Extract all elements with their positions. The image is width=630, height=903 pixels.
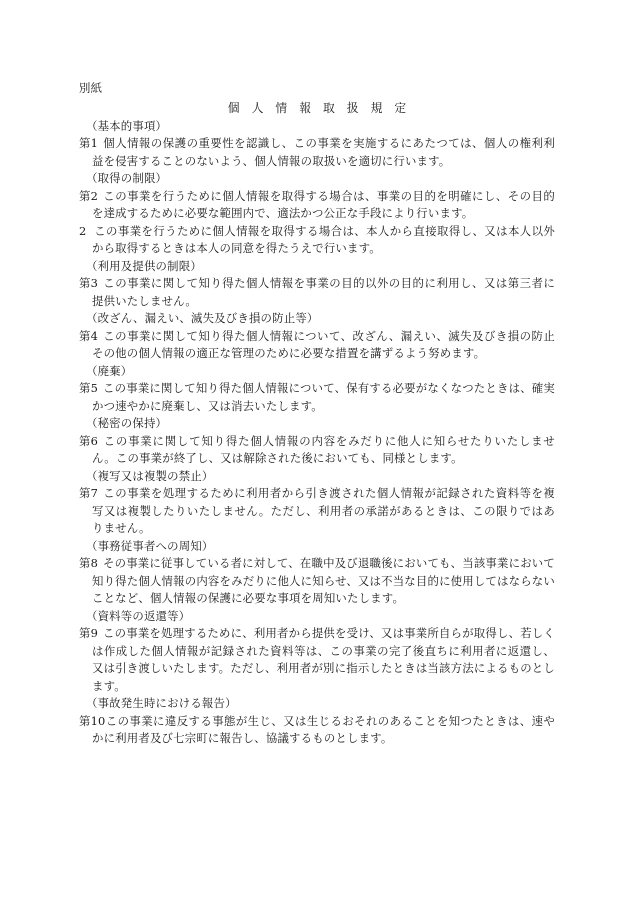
clause-text: この事業を処理するために、利用者から提供を受け、又は事業所自らが取得し、若しくは作成した個人情報が記録された資料等は、この事業の完了後直ちに利用者に返還し、又は引き渡しいたします。ただし、利用者が別に指示したときは当該方法によるものとします。 — [92, 626, 555, 693]
section-basic-matters — [79, 118, 555, 171]
section-heading: （資料等の返還等） — [86, 608, 191, 623]
section-return-of-materials — [79, 608, 555, 696]
clause-number: 第5 — [79, 381, 99, 395]
clause-5 — [79, 380, 555, 415]
section-heading: （秘密の保持） — [86, 416, 168, 430]
clause-number: 第2 — [79, 188, 99, 203]
clause-text: この事業を行うために個人情報を取得する場合は、本人から直接取得し、又は本人以外から取得するときは本人の同意を得たうえで行います。 — [92, 223, 555, 255]
clause-number: 第8 — [79, 556, 99, 570]
clause-number: 第4 — [79, 328, 99, 343]
section-use-provision-limits — [79, 258, 555, 311]
section-heading: （事務従事者への周知） — [86, 538, 214, 553]
clause-number: 第10 — [79, 713, 106, 728]
clause-2-paragraph-2 — [79, 223, 555, 258]
clause-3 — [79, 275, 555, 310]
clause-text: この事業を処理するために利用者から引き渡された個人情報が記録された資料等を複写又は複製したりいたしません。ただし、利用者の承諾があるときは、この限りではありません。 — [92, 486, 555, 535]
clause-8 — [79, 555, 555, 608]
clause-4 — [79, 328, 555, 363]
clause-1 — [79, 135, 555, 170]
clause-number: 第6 — [79, 433, 99, 448]
clause-text: 個人情報の保護の重要性を認識し、この事業を実施するにあたつては、個人の権利利益を侵害することのないよう、個人情報の取扱いを適切に行います。 — [92, 136, 555, 168]
clause-text: この事業に関して知り得た個人情報を事業の目的以外の目的に利用し、又は第三者に提供いたしません。 — [92, 276, 555, 308]
clause-9 — [79, 625, 555, 695]
clause-2 — [79, 188, 555, 223]
document-body — [79, 80, 555, 748]
clause-7 — [79, 485, 555, 538]
clause-text: その事業に従事している者に対して、在職中及び退職後においても、当該事業において知り得た個人情報の内容をみだりに他人に知らせ、又は不当な目的に使用してはならないことなど、個人情報の保護に必要な事項を周知いたします。 — [92, 556, 555, 605]
section-staff-notice — [79, 538, 555, 608]
clause-number: 第3 — [79, 276, 99, 290]
section-tamper-leak-prevention — [79, 310, 555, 363]
clause-text: この事業に関して知り得た個人情報について、改ざん、漏えい、滅失及びき損の防止その他の個人情報の適正な管理のために必要な措置を講ずるよう努めます。 — [92, 328, 555, 360]
clause-10 — [79, 713, 555, 748]
section-heading: （改ざん、漏えい、滅失及びき損の防止等） — [86, 311, 319, 325]
section-heading: （複写又は複製の禁止） — [86, 468, 214, 483]
section-heading: （基本的事項） — [86, 118, 168, 133]
clause-text: この事業に関して知り得た個人情報について、保有する必要がなくなつたときは、確実かつ速やかに廃棄し、又は消去いたします。 — [92, 381, 555, 413]
document-title: 個人情報取扱規定 — [227, 100, 419, 115]
attachment-label: 別紙 — [79, 81, 103, 95]
clause-text: この事業に関して知り得た個人情報の内容をみだりに他人に知らせたりいたしません。この事業が終了し、又は解除された後においても、同様とします。 — [92, 433, 555, 465]
section-heading: （事故発生時における報告） — [86, 696, 237, 710]
clause-6 — [79, 433, 555, 468]
clause-text: この事業に違反する事態が生じ、又は生じるおそれのあることを知つたときは、速やかに利用者及び七宗町に報告し、協議するものとします。 — [92, 713, 555, 745]
section-heading: （利用及提供の制限） — [86, 258, 202, 273]
section-confidentiality — [79, 415, 555, 468]
section-copy-prohibition — [79, 468, 555, 538]
section-disposal — [79, 363, 555, 416]
clause-text: この事業を行うために個人情報を取得する場合は、事業の目的を明確にし、その目的を達成するために必要な範囲内で、適法かつ公正な手段により行います。 — [92, 188, 555, 220]
section-acquisition-limits — [79, 170, 555, 258]
clause-number: 第7 — [79, 486, 99, 500]
paragraph-number: 2 — [79, 223, 87, 238]
section-heading: （廃棄） — [86, 363, 133, 378]
clause-number: 第9 — [79, 626, 99, 640]
clause-number: 第1 — [79, 136, 99, 150]
section-heading: （取得の制限） — [86, 171, 168, 185]
section-incident-report — [79, 695, 555, 748]
